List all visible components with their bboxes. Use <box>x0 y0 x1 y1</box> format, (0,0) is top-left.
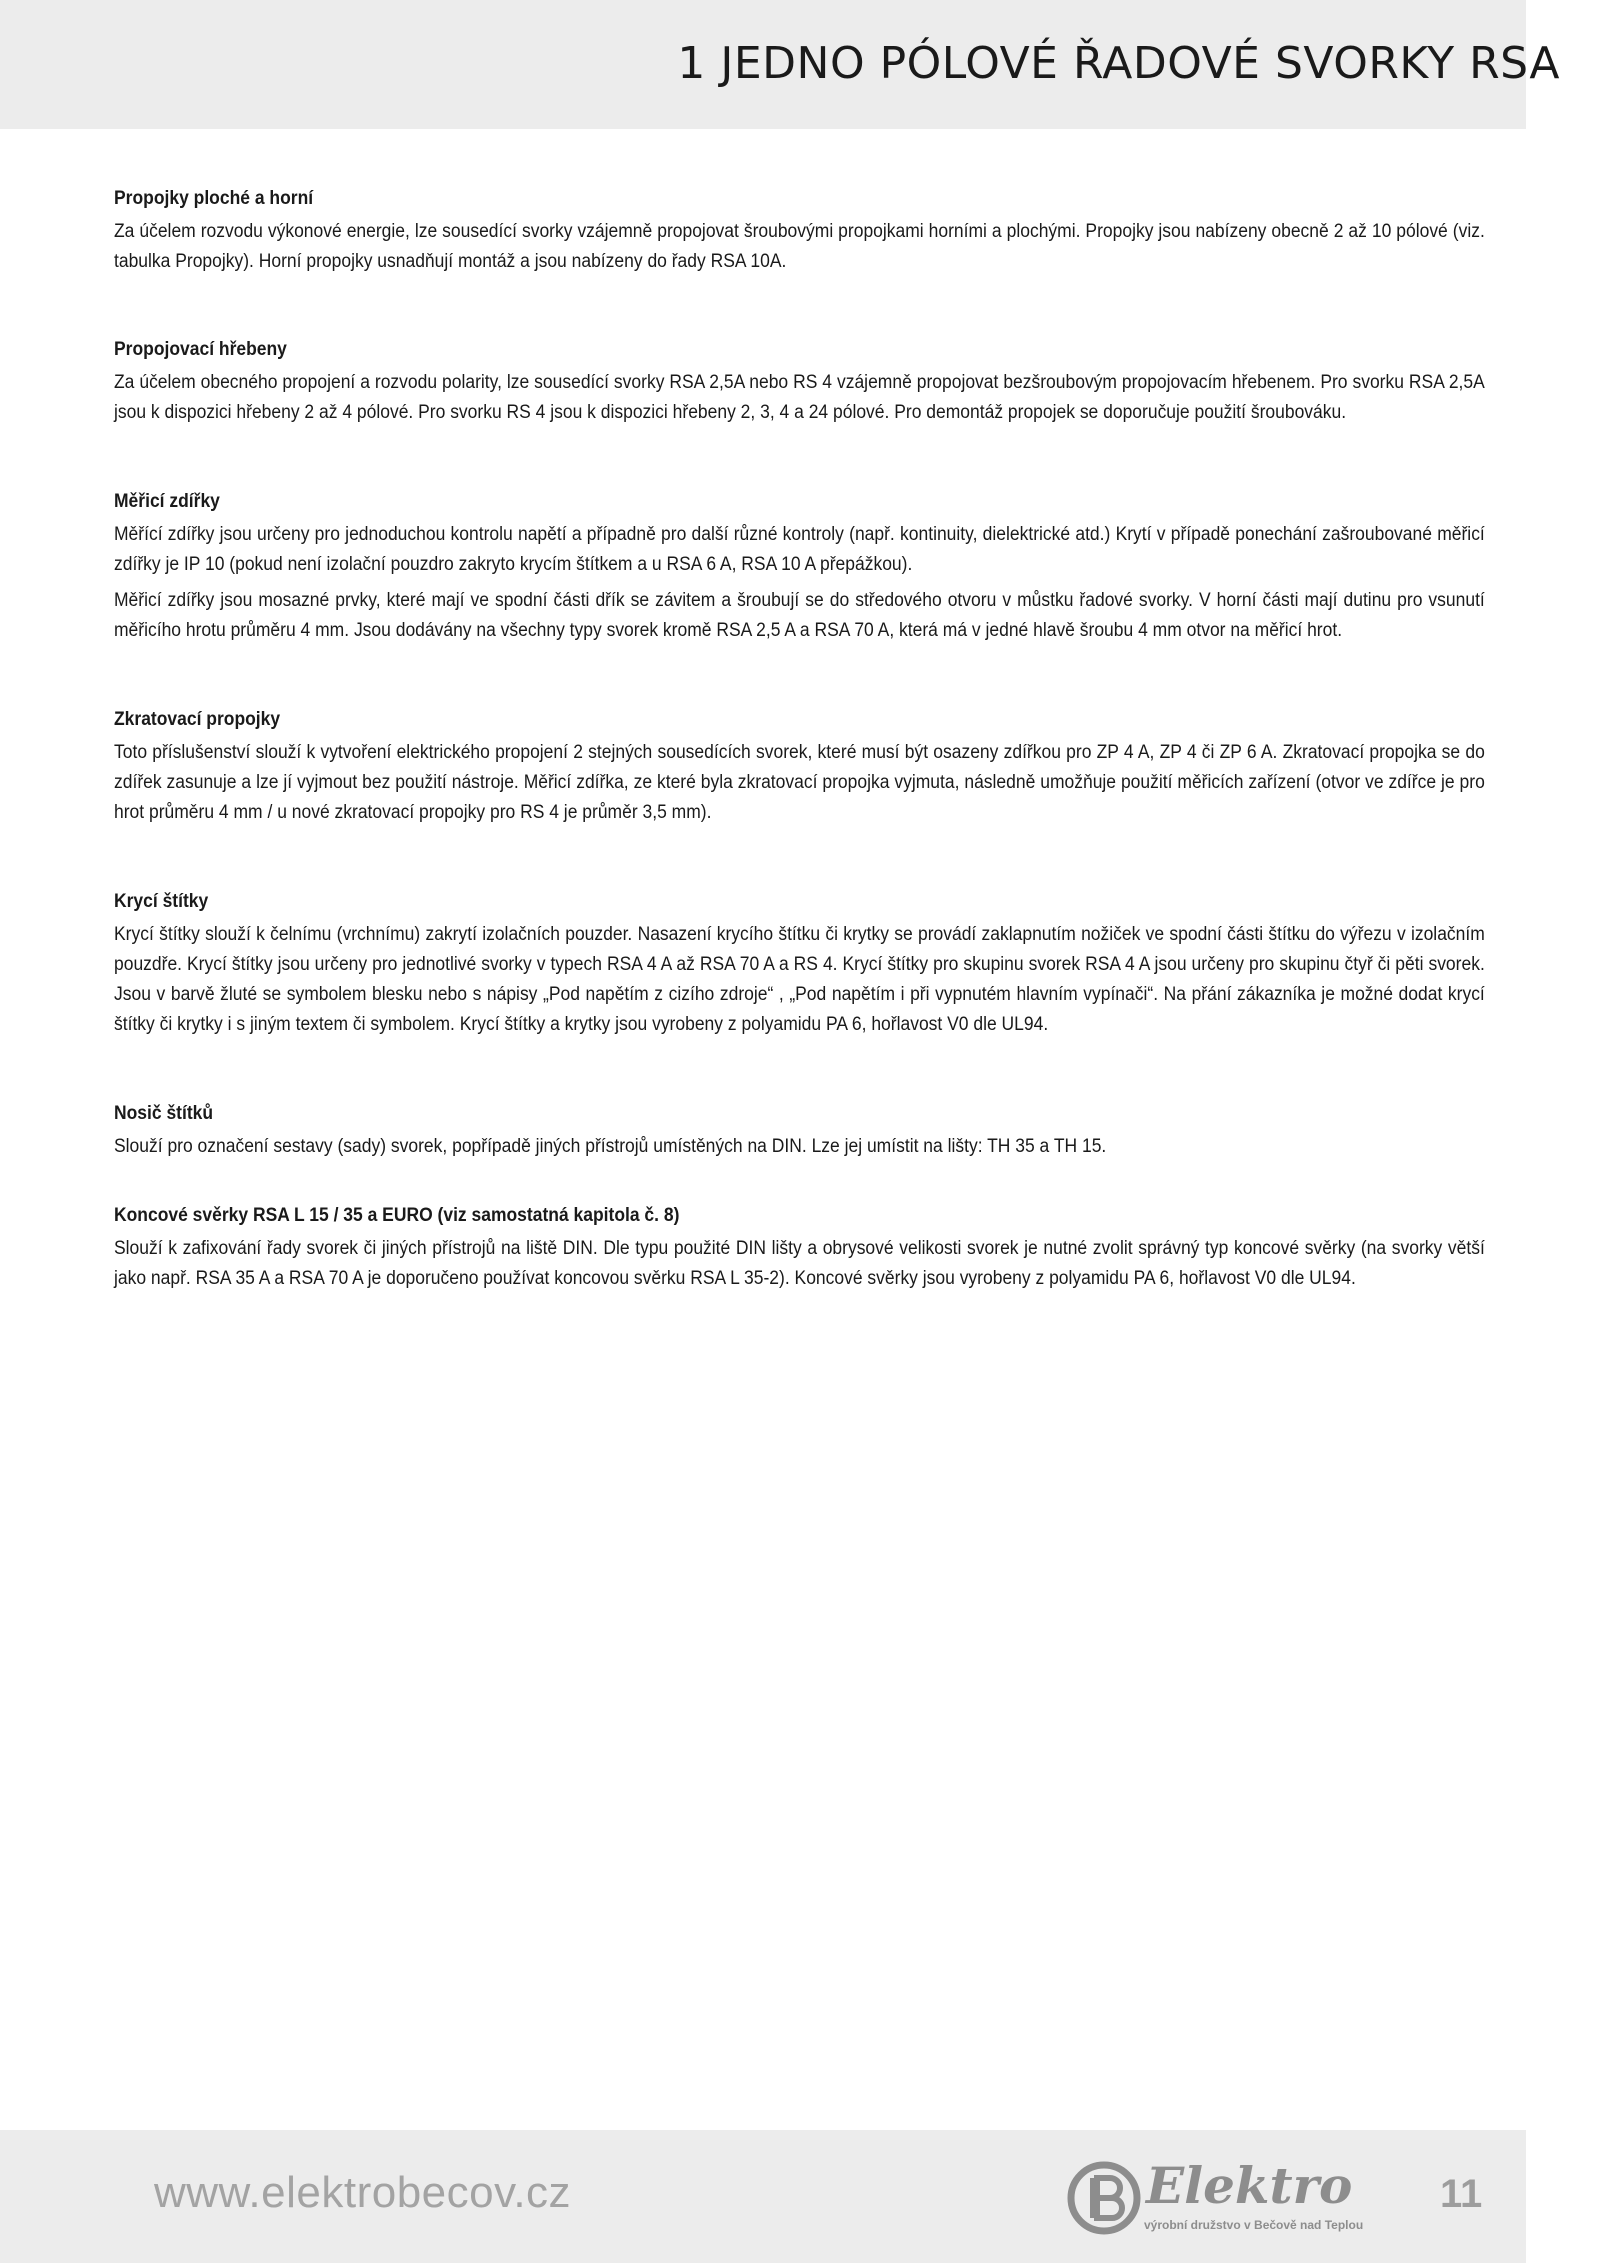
section-propojovaci-hrebeny <box>114 336 1489 428</box>
eb-circle-logo-icon <box>1066 2160 1142 2236</box>
section-title: Zkratovací propojky <box>114 709 281 730</box>
company-logo <box>1066 2154 1386 2244</box>
page-title: 1 JEDNO PÓLOVÉ ŘADOVÉ SVORKY RSA <box>677 38 1560 89</box>
section-title: Měřicí zdířky <box>114 491 220 512</box>
paragraph: Měřicí zdířky jsou mosazné prvky, které mají ve spodní části dřík se závitem a šroubují se do středového otvoru v můstku řadové svorky. V horní části mají dutinu pro vsunutí měřicího hrotu průměru 4 mm. Jsou dodávány na všechny typy svorek kromě RSA 2,5 A a RSA 70 A, která má v jedné hlavě šroubu 4 mm otvor na měřicí hrot. <box>114 590 1485 641</box>
section-title: Propojky ploché a horní <box>114 188 314 209</box>
paragraph: Krycí štítky slouží k čelnímu (vrchnímu) zakrytí izolačních pouzder. Nasazení krycího štítku či krytky se provádí zaklapnutím nožiček ve spodní části štítku do výřezu v izolačním pouzdře. Krycí štítky jsou určeny pro jednotlivé svorky v typech RSA 4 A až RSA 70 A a RS 4. Krycí štítky pro skupinu svorek RSA 4 A jsou určeny pro skupinu čtyř či pěti svorek. Jsou v barvě žluté se symbolem blesku nebo s nápisy „Pod napětím z cizího zdroje“ , „Pod napětím i při vypnutém hlavním vypínači“. Na přání zákazníka je možné dodat krycí štítky či krytky i s jiným textem či symbolem. Krycí štítky a krytky jsou vyrobeny z polyamidu PA 6, hořlavost V0 dle UL94. <box>114 924 1485 1035</box>
section-propojky-ploche <box>114 185 1489 277</box>
section-title: Propojovací hřebeny <box>114 339 287 360</box>
section-title: Koncové svěrky RSA L 15 / 35 a EURO (viz samostatná kapitola č. 8) <box>114 1205 680 1226</box>
paragraph: Toto příslušenství slouží k vytvoření elektrického propojení 2 stejných sousedících svorek, které musí být osazeny zdířkou pro ZP 4 A, ZP 4 či ZP 6 A. Zkratovací propojka se do zdířek zasunuje a lze jí vyjmout bez použití nástroje. Měřicí zdířka, ze které byla zkratovací propojka vyjmuta, následně umožňuje použití měřicích zařízení (otvor ve zdířce je pro hrot průměru 4 mm / u nové zkratovací propojky pro RS 4 je průměr 3,5 mm). <box>114 742 1485 823</box>
page-number: 11 <box>1440 2172 1483 2216</box>
logo-tagline: výrobní družstvo v Bečově nad Teplou <box>1144 2218 1364 2232</box>
paragraph: Slouží pro označení sestavy (sady) svorek, popřípadě jiných přístrojů umístěných na DIN. Lze jej umístit na lišty: TH 35 a TH 15. <box>114 1136 1107 1157</box>
section-merici-zdirky <box>114 488 1489 646</box>
paragraph: Za účelem rozvodu výkonové energie, lze sousedící svorky vzájemně propojovat šroubovými propojkami horními a plochými. Propojky jsou nabízeny obecně 2 až 10 pólové (viz. tabulka Propojky). Horní propojky usnadňují montáž a jsou nabízeny do řady RSA 10A. <box>114 221 1485 272</box>
logo-wordmark: Elektro <box>1146 2156 1353 2215</box>
section-nosic-stitku <box>114 1100 1489 1162</box>
section-zkratovaci-propojky <box>114 706 1489 828</box>
paragraph: Měřící zdířky jsou určeny pro jednoduchou kontrolu napětí a případně pro další různé kontroly (např. kontinuity, dielektrické atd.) Krytí v případě ponechání zašroubované měřicí zdířky je IP 10 (pokud není izolační pouzdro zakryto krycím štítkem a u RSA 6 A, RSA 10 A přepážkou). <box>114 524 1485 575</box>
section-title: Nosič štítků <box>114 1103 214 1124</box>
footer-website-link[interactable]: www.elektrobecov.cz <box>154 2168 572 2217</box>
section-koncove-sverky <box>114 1202 1489 1294</box>
paragraph: Za účelem obecného propojení a rozvodu polarity, lze sousedící svorky RSA 2,5A nebo RS 4 vzájemně propojovat bezšroubovým propojovacím hřebenem. Pro svorku RSA 2,5A jsou k dispozici hřebeny 2 až 4 pólové. Pro svorku RS 4 jsou k dispozici hřebeny 2, 3, 4 a 24 pólové. Pro demontáž propojek se doporučuje použití šroubováku. <box>114 372 1485 423</box>
paragraph: Slouží k zafixování řady svorek či jiných přístrojů na liště DIN. Dle typu použité DIN lišty a obrysové velikosti svorek je nutné zvolit správný typ koncové svěrky (na svorky větší jako např. RSA 35 A a RSA 70 A je doporučeno používat koncovou svěrku RSA L 35-2). Koncové svěrky jsou vyrobeny z polyamidu PA 6, hořlavost V0 dle UL94. <box>114 1238 1485 1289</box>
section-kryci-stitky <box>114 888 1489 1040</box>
section-title: Krycí štítky <box>114 891 209 912</box>
document-body <box>114 185 1489 1294</box>
